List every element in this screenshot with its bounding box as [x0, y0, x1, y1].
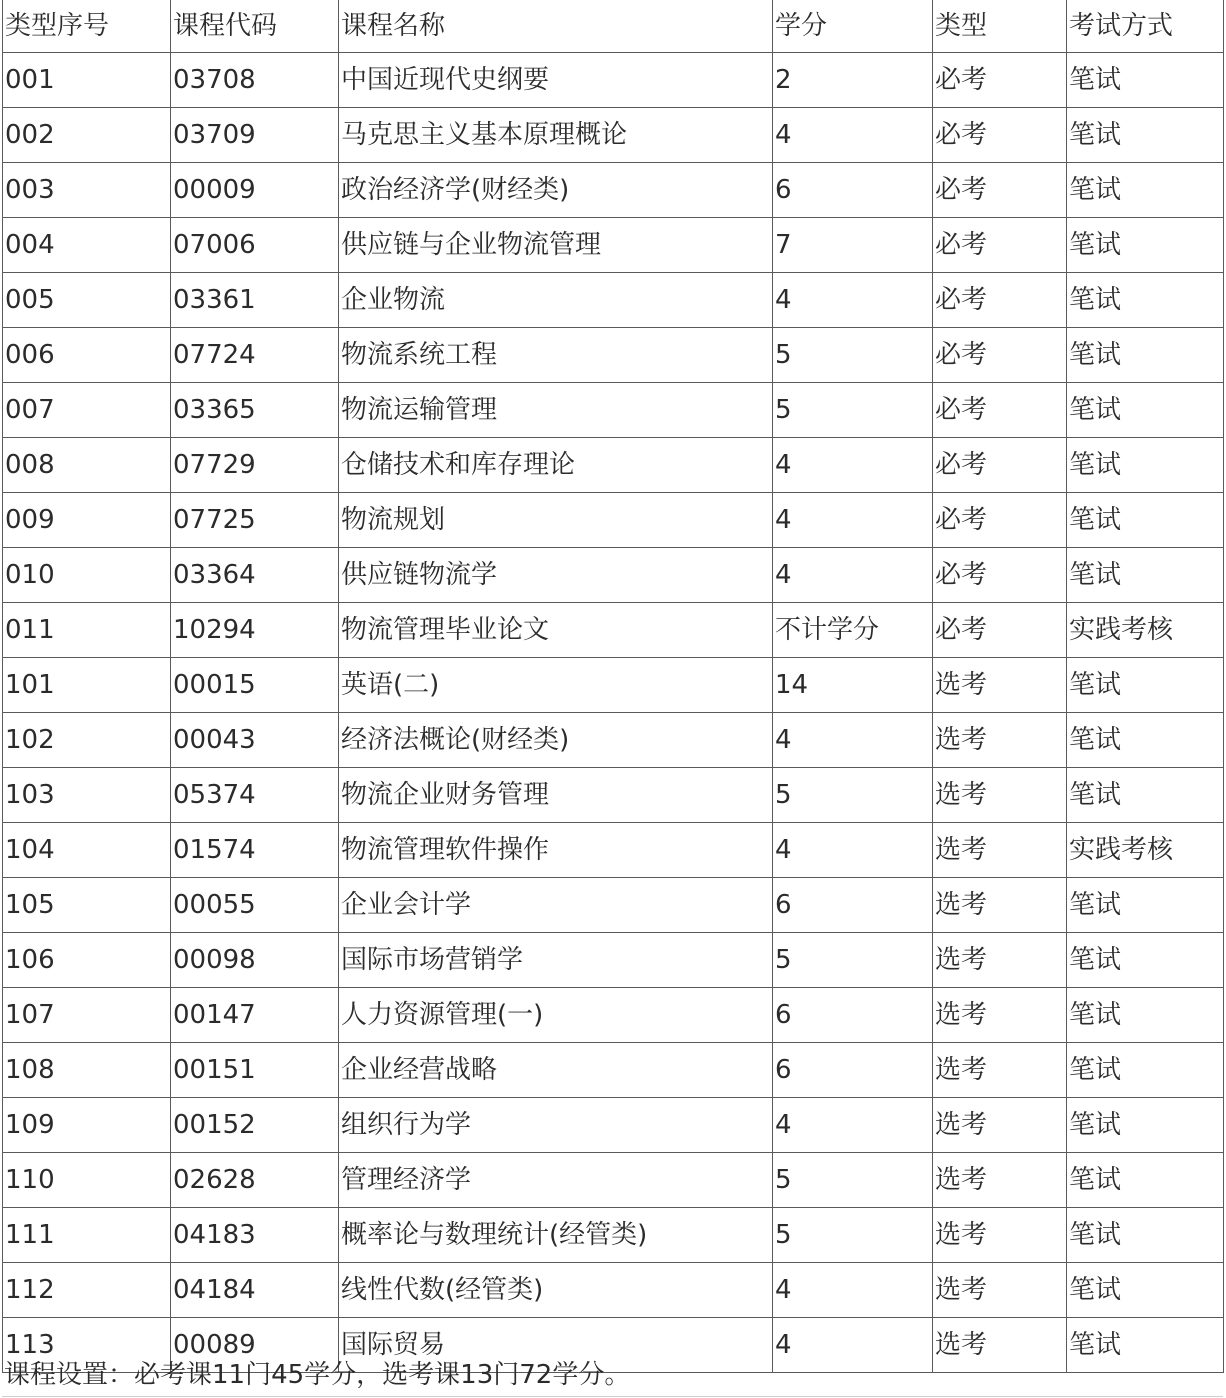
table-row: [3, 1098, 1224, 1153]
table-row: [3, 493, 1224, 548]
table-row: [3, 163, 1224, 218]
cell-credits: 7: [773, 218, 933, 273]
cell-type: 选考: [933, 988, 1067, 1043]
cell-type-number: 107: [3, 988, 171, 1043]
cell-course-code: 03361: [171, 273, 339, 328]
cell-credits: 4: [773, 713, 933, 768]
cell-type: 选考: [933, 768, 1067, 823]
cell-credits: 5: [773, 328, 933, 383]
cell-type: 必考: [933, 328, 1067, 383]
cell-exam-method: 笔试: [1067, 218, 1224, 273]
cell-course-name: 企业会计学: [339, 878, 773, 933]
cell-course-code: 07725: [171, 493, 339, 548]
cell-type-number: 005: [3, 273, 171, 328]
cell-type: 选考: [933, 823, 1067, 878]
cell-course-name: 企业经营战略: [339, 1043, 773, 1098]
cell-credits: 5: [773, 933, 933, 988]
cell-exam-method: 笔试: [1067, 1263, 1224, 1318]
cell-credits: 5: [773, 1153, 933, 1208]
cell-type: 必考: [933, 163, 1067, 218]
cell-type-number: 010: [3, 548, 171, 603]
table-row: [3, 383, 1224, 438]
cell-type-number: 102: [3, 713, 171, 768]
cell-credits: 5: [773, 1208, 933, 1263]
table-row: [3, 1208, 1224, 1263]
table-row: [3, 713, 1224, 768]
cell-exam-method: 实践考核: [1067, 603, 1224, 658]
cell-type: 选考: [933, 933, 1067, 988]
table-row: [3, 1153, 1224, 1208]
cell-exam-method: 笔试: [1067, 1208, 1224, 1263]
cell-credits: 不计学分: [773, 603, 933, 658]
cell-type-number: 106: [3, 933, 171, 988]
cell-credits: 4: [773, 273, 933, 328]
cell-exam-method: 笔试: [1067, 768, 1224, 823]
cell-type-number: 004: [3, 218, 171, 273]
cell-type: 选考: [933, 658, 1067, 713]
cell-type-number: 009: [3, 493, 171, 548]
cell-credits: 6: [773, 1043, 933, 1098]
header-course-code: 课程代码: [171, 0, 339, 53]
cell-type-number: 105: [3, 878, 171, 933]
cell-course-code: 03709: [171, 108, 339, 163]
cell-type-number: 101: [3, 658, 171, 713]
cell-exam-method: 笔试: [1067, 1098, 1224, 1153]
cell-course-name: 经济法概论(财经类): [339, 713, 773, 768]
cell-course-code: 07724: [171, 328, 339, 383]
cell-course-name: 政治经济学(财经类): [339, 163, 773, 218]
table-row: [3, 768, 1224, 823]
cell-course-code: 00015: [171, 658, 339, 713]
cell-course-name: 概率论与数理统计(经管类): [339, 1208, 773, 1263]
cell-course-name: 物流管理软件操作: [339, 823, 773, 878]
course-table: [2, 0, 1224, 1373]
cell-credits: 2: [773, 53, 933, 108]
cell-course-name: 企业物流: [339, 273, 773, 328]
table-header: [3, 0, 1224, 53]
cell-type: 必考: [933, 493, 1067, 548]
cell-exam-method: 笔试: [1067, 1043, 1224, 1098]
header-row: [3, 0, 1224, 53]
cell-course-code: 00098: [171, 933, 339, 988]
cell-type: 必考: [933, 218, 1067, 273]
cell-type-number: 104: [3, 823, 171, 878]
cell-type: 选考: [933, 1098, 1067, 1153]
cell-type-number: 108: [3, 1043, 171, 1098]
cell-course-code: 00043: [171, 713, 339, 768]
cell-exam-method: 笔试: [1067, 1153, 1224, 1208]
table-row: [3, 273, 1224, 328]
cell-course-name: 英语(二): [339, 658, 773, 713]
cell-course-code: 00055: [171, 878, 339, 933]
cell-exam-method: 笔试: [1067, 933, 1224, 988]
cell-exam-method: 笔试: [1067, 108, 1224, 163]
cell-course-code: 03708: [171, 53, 339, 108]
cell-type-number: 007: [3, 383, 171, 438]
cell-credits: 4: [773, 493, 933, 548]
cell-course-name: 物流系统工程: [339, 328, 773, 383]
cell-course-name: 物流管理毕业论文: [339, 603, 773, 658]
cell-course-name: 马克思主义基本原理概论: [339, 108, 773, 163]
cell-course-code: 10294: [171, 603, 339, 658]
cell-type-number: 006: [3, 328, 171, 383]
cell-course-name: 供应链物流学: [339, 548, 773, 603]
cell-credits: 6: [773, 163, 933, 218]
cell-course-code: 00152: [171, 1098, 339, 1153]
cell-course-name: 供应链与企业物流管理: [339, 218, 773, 273]
cell-credits: 4: [773, 1098, 933, 1153]
cell-type-number: 110: [3, 1153, 171, 1208]
cell-type: 选考: [933, 878, 1067, 933]
cell-course-code: 00147: [171, 988, 339, 1043]
cell-course-code: 00089: [171, 1318, 339, 1373]
cell-credits: 5: [773, 768, 933, 823]
cell-course-name: 线性代数(经管类): [339, 1263, 773, 1318]
table-row: [3, 603, 1224, 658]
cell-type-number: 003: [3, 163, 171, 218]
cell-exam-method: 实践考核: [1067, 823, 1224, 878]
table-row: [3, 108, 1224, 163]
table-row: [3, 988, 1224, 1043]
cell-credits: 5: [773, 383, 933, 438]
cell-course-code: 04184: [171, 1263, 339, 1318]
cell-course-code: 07729: [171, 438, 339, 493]
cell-course-name: 国际市场营销学: [339, 933, 773, 988]
cell-type-number: 109: [3, 1098, 171, 1153]
cell-type: 必考: [933, 383, 1067, 438]
cell-exam-method: 笔试: [1067, 658, 1224, 713]
cell-course-code: 07006: [171, 218, 339, 273]
cell-type: 必考: [933, 548, 1067, 603]
cell-type-number: 112: [3, 1263, 171, 1318]
cell-credits: 6: [773, 878, 933, 933]
footer-note: 课程设置：必考课11门45学分，选考课13门72学分。: [4, 1360, 631, 1390]
cell-type: 选考: [933, 713, 1067, 768]
cell-course-name: 管理经济学: [339, 1153, 773, 1208]
cell-type: 选考: [933, 1153, 1067, 1208]
cell-exam-method: 笔试: [1067, 163, 1224, 218]
cell-credits: 4: [773, 548, 933, 603]
cell-exam-method: 笔试: [1067, 328, 1224, 383]
header-credits: 学分: [773, 0, 933, 53]
cell-type: 选考: [933, 1263, 1067, 1318]
table-body: [3, 53, 1224, 1373]
table-row: [3, 658, 1224, 713]
cell-type-number: 001: [3, 53, 171, 108]
cell-type-number: 103: [3, 768, 171, 823]
table-row: [3, 438, 1224, 493]
cell-course-name: 组织行为学: [339, 1098, 773, 1153]
cell-exam-method: 笔试: [1067, 548, 1224, 603]
cell-type: 必考: [933, 603, 1067, 658]
cell-course-code: 00151: [171, 1043, 339, 1098]
cell-credits: 4: [773, 1318, 933, 1373]
cell-course-name: 物流规划: [339, 493, 773, 548]
cell-course-code: 00009: [171, 163, 339, 218]
table-row: [3, 1263, 1224, 1318]
cell-credits: 14: [773, 658, 933, 713]
cell-credits: 4: [773, 438, 933, 493]
cell-type: 选考: [933, 1318, 1067, 1373]
cell-type-number: 113: [3, 1318, 171, 1373]
header-type: 类型: [933, 0, 1067, 53]
cell-credits: 4: [773, 1263, 933, 1318]
header-course-name: 课程名称: [339, 0, 773, 53]
cell-exam-method: 笔试: [1067, 493, 1224, 548]
cell-credits: 4: [773, 823, 933, 878]
footer-divider: [2, 1396, 1223, 1397]
cell-course-code: 03364: [171, 548, 339, 603]
cell-course-code: 05374: [171, 768, 339, 823]
cell-credits: 6: [773, 988, 933, 1043]
header-type-number: 类型序号: [3, 0, 171, 53]
table-row: [3, 823, 1224, 878]
cell-type-number: 008: [3, 438, 171, 493]
cell-course-name: 人力资源管理(一): [339, 988, 773, 1043]
cell-type-number: 011: [3, 603, 171, 658]
cell-type: 必考: [933, 108, 1067, 163]
table-row: [3, 933, 1224, 988]
cell-course-name: 国际贸易: [339, 1318, 773, 1373]
cell-exam-method: 笔试: [1067, 273, 1224, 328]
table-row: [3, 548, 1224, 603]
cell-course-code: 02628: [171, 1153, 339, 1208]
cell-type: 必考: [933, 438, 1067, 493]
table-row: [3, 328, 1224, 383]
cell-type: 必考: [933, 273, 1067, 328]
cell-exam-method: 笔试: [1067, 988, 1224, 1043]
table-row: [3, 53, 1224, 108]
table-row: [3, 218, 1224, 273]
cell-course-name: 物流企业财务管理: [339, 768, 773, 823]
cell-exam-method: 笔试: [1067, 713, 1224, 768]
cell-exam-method: 笔试: [1067, 383, 1224, 438]
cell-exam-method: 笔试: [1067, 878, 1224, 933]
cell-course-code: 03365: [171, 383, 339, 438]
cell-course-code: 04183: [171, 1208, 339, 1263]
header-exam-method: 考试方式: [1067, 0, 1224, 53]
cell-exam-method: 笔试: [1067, 1318, 1224, 1373]
cell-type: 选考: [933, 1043, 1067, 1098]
cell-type-number: 002: [3, 108, 171, 163]
table-row: [3, 878, 1224, 933]
cell-type-number: 111: [3, 1208, 171, 1263]
cell-course-code: 01574: [171, 823, 339, 878]
cell-exam-method: 笔试: [1067, 438, 1224, 493]
table-row: [3, 1043, 1224, 1098]
cell-exam-method: 笔试: [1067, 53, 1224, 108]
cell-course-name: 物流运输管理: [339, 383, 773, 438]
cell-course-name: 中国近现代史纲要: [339, 53, 773, 108]
cell-credits: 4: [773, 108, 933, 163]
cell-type: 选考: [933, 1208, 1067, 1263]
cell-type: 必考: [933, 53, 1067, 108]
cell-course-name: 仓储技术和库存理论: [339, 438, 773, 493]
